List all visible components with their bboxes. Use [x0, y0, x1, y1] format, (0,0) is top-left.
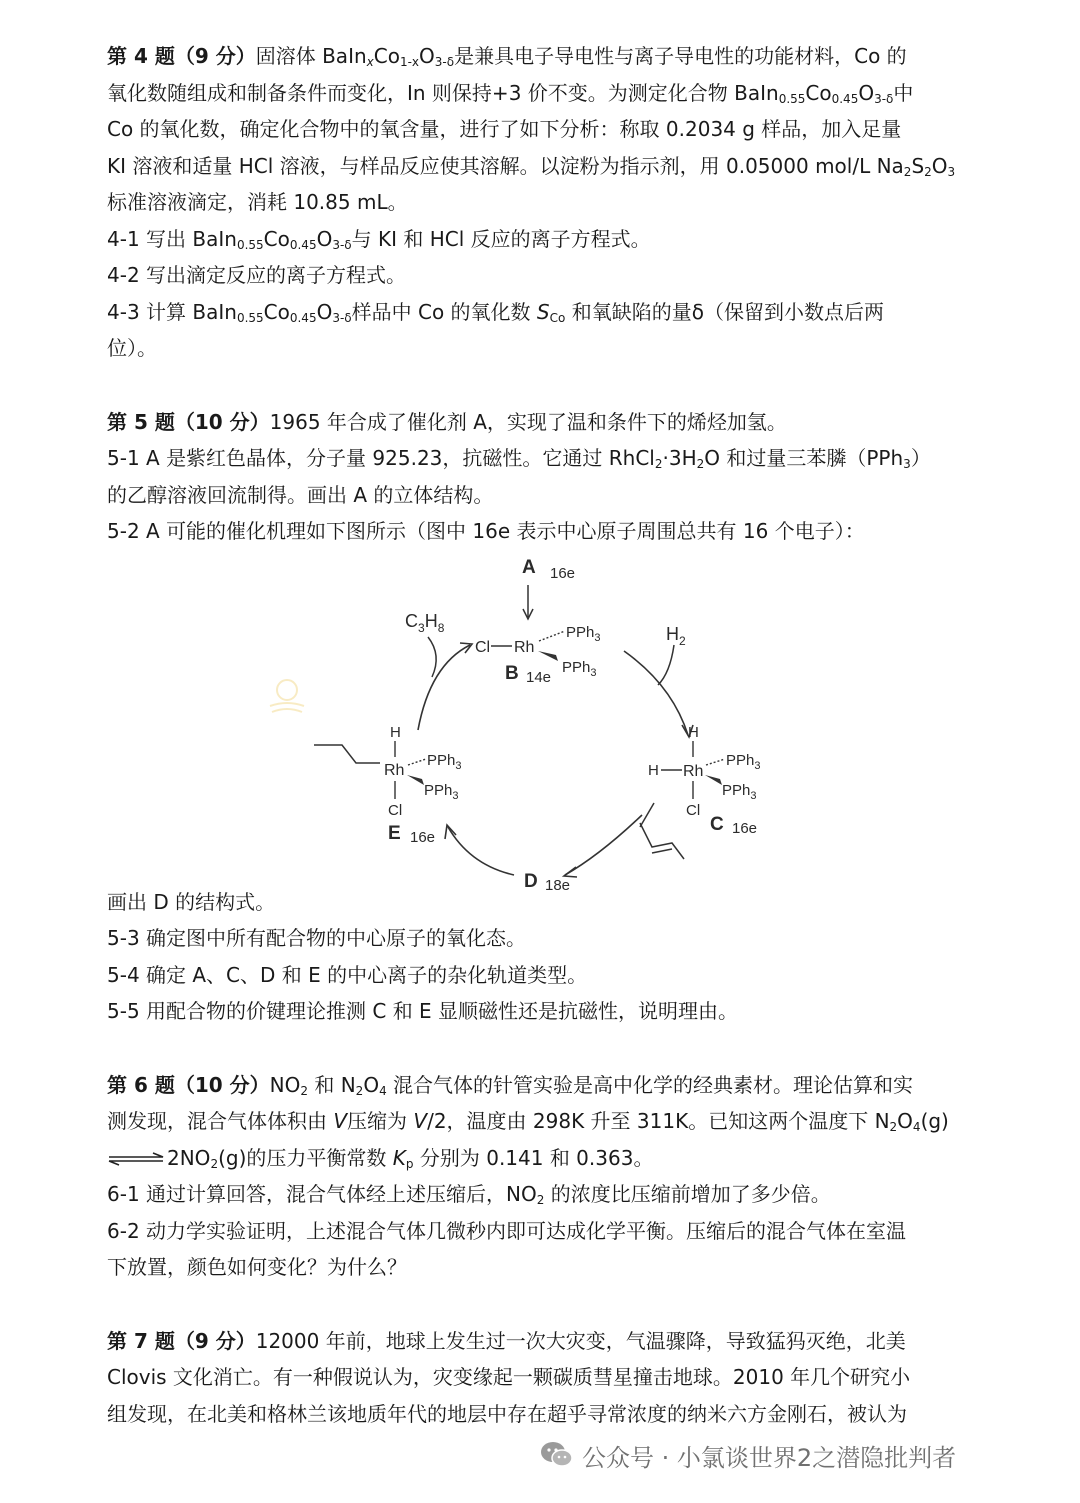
label-E: E: [388, 823, 401, 844]
q6-line1: 第 6 题（10 分）$NO_2$ 和 $N_2O_4$ 混合气体的针管实验是高中化学的经典素材。理论估算和实: [107, 1072, 914, 1098]
q6-line3: $2NO_2(g)$的压力平衡常数 $K_p$ 分别为 0.141 和 0.363。: [107, 1140, 977, 1177]
svg-text:PPh3: PPh$_3$: [427, 752, 462, 772]
svg-text:PPh3: PPh$_3$: [424, 782, 459, 802]
label-D-electrons: 18e: [545, 877, 571, 894]
label-B: B: [505, 663, 519, 684]
svg-text:Cl: Cl: [686, 802, 701, 819]
q5-line1: 第 5 题（10 分）1965 年合成了催化剂 A，实现了温和条件下的烯烃加氢。: [107, 409, 787, 434]
q4-2: 4-2 写出滴定反应的离子方程式。: [107, 263, 407, 287]
svg-text:Rh: Rh: [384, 762, 405, 779]
q5-4: 5-4 确定 A、C、D 和 E 的中心离子的杂化轨道类型。: [107, 962, 588, 987]
equilibrium-arrow-icon: [107, 1152, 165, 1166]
svg-text:Cl: Cl: [388, 802, 403, 819]
svg-text:PPh3: PPh$_3$: [566, 624, 601, 644]
label-C: C: [710, 814, 724, 835]
label-A-electrons: 16e: [550, 565, 576, 582]
q5-2: 5-2 A 可能的催化机理如下图所示（图中 16e 表示中心原子周围总共有 16 个电子）：: [107, 519, 865, 543]
svg-text:Rh: Rh: [514, 639, 535, 656]
svg-text:H: H: [390, 724, 401, 741]
label-C-electrons: 16e: [732, 820, 758, 837]
svg-text:PPh3: PPh$_3$: [562, 659, 597, 679]
label-A: A: [522, 557, 536, 578]
h2-label: $H_2$: [666, 624, 686, 648]
svg-text:Rh: Rh: [683, 763, 704, 780]
q6-line2: 测发现，混合气体体积由 V压缩为 V/2，温度由 298K 升至 311K。已知这两个温度下 $N_2O_4(g)$: [107, 1109, 949, 1134]
q5-5: 5-5 用配合物的价键理论推测 C 和 E 显顺磁性还是抗磁性，说明理由。: [107, 999, 739, 1023]
q7-line2: Clovis 文化消亡。有一种假说认为，灾变缘起一颗碳质彗星撞击地球。2010 年几个研究小: [107, 1365, 911, 1389]
q5-1: 5-1 A 是紫红色晶体，分子量 925.23，抗磁性。它通过 $RhCl_2\cdot 3H_2O$ 和过量三苯膦（PPh$_3$）: [107, 446, 931, 471]
q6-1: 6-1 通过计算回答，混合气体经上述压缩后，$NO_2$ 的浓度比压缩前增加了多少倍。: [107, 1182, 831, 1207]
q4-line2: 氧化数随组成和制备条件而变化，In 则保持+3 价不变。为测定化合物 $BaIn_{0.55}Co_{0.45}O_{3-\delta}$中: [107, 80, 914, 106]
svg-text:Cl: Cl: [475, 639, 491, 656]
svg-text:PPh3: PPh$_3$: [722, 782, 757, 802]
svg-text:H: H: [648, 762, 659, 779]
q4-line5: 标准溶液滴定，消耗 10.85 mL。: [107, 190, 408, 214]
label-E-electrons: 16e: [410, 829, 436, 846]
label-B-electrons: 14e: [526, 669, 552, 686]
q7-line1: 第 7 题（9 分）12000 年前，地球上发生过一次大灾变，气温骤降，导致猛犸灭绝，北美: [107, 1328, 906, 1353]
q6-2-cont: 下放置，颜色如何变化？为什么？: [107, 1255, 407, 1279]
q5-1-cont: 的乙醇溶液回流制得。画出 A 的立体结构。: [107, 482, 494, 507]
svg-text:PPh3: PPh$_3$: [726, 752, 761, 772]
watermark-text: 公众号 · 小氯谈世界2之潜隐批判者: [582, 1443, 957, 1472]
q7-line3: 组发现，在北美和格林兰该地质年代的地层中存在超乎寻常浓度的纳米六方金刚石，被认为: [107, 1401, 907, 1426]
q4-line1: 第 4 题（9 分）固溶体 $BaIn_xCo_{1-x}O_{3-\delta}$是兼具电子导电性与离子导电性的功能材料，Co 的: [107, 44, 907, 69]
q4-line4: KI 溶液和适量 HCl 溶液，与样品反应使其溶解。以淀粉为指示剂，用 0.05000 mol/L $Na_2S_2O_3$: [107, 153, 956, 179]
label-D: D: [524, 871, 538, 892]
propane-label: $C_3H_8$: [405, 611, 445, 635]
q4-3-cont: 位）。: [107, 336, 157, 360]
svg-text:H: H: [688, 724, 699, 741]
q4-3: 4-3 计算 $BaIn_{0.55}Co_{0.45}O_{3-\delta}$样品中 Co 的氧化数 $S_{Co}$ 和氧缺陷的量δ（保留到小数点后两: [107, 299, 884, 325]
q4-line3: Co 的氧化数，确定化合物中的氧含量，进行了如下分析：称取 0.2034 g 样品，加入足量: [107, 117, 902, 141]
watermark: [540, 1435, 956, 1475]
q5-3: 5-3 确定图中所有配合物的中心原子的氧化态。: [107, 926, 527, 950]
q4-1: 4-1 写出 $BaIn_{0.55}Co_{0.45}O_{3-\delta}$与 KI 和 HCl 反应的离子方程式。: [107, 226, 651, 252]
catalytic-cycle-diagram: [300, 555, 800, 900]
q6-2: 6-2 动力学实验证明，上述混合气体几微秒内即可达成化学平衡。压缩后的混合气体在室温: [107, 1218, 907, 1243]
q5-2-cont: 画出 D 的结构式。: [107, 889, 276, 914]
wechat-icon: [540, 1440, 574, 1470]
